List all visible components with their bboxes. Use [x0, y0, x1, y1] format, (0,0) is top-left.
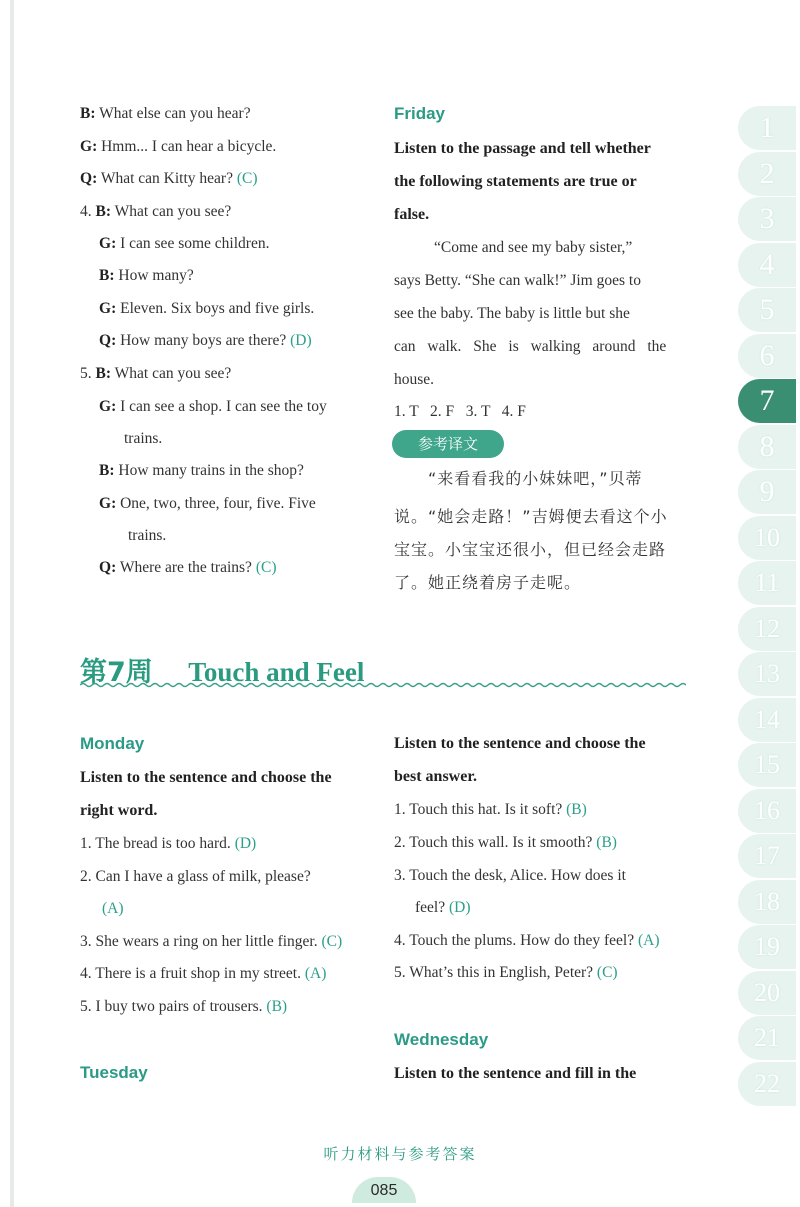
tuesday-item: 1. Touch this hat. Is it soft? (B) — [394, 801, 587, 818]
friday-instruction-line: false. — [394, 206, 430, 223]
tab-week-5[interactable]: 5 — [738, 288, 796, 332]
translation-badge: 参考译文 — [392, 430, 504, 458]
tuesday-item: 4. Touch the plums. How do they feel? (A) — [394, 932, 660, 949]
dialogue-line: B: What else can you hear? — [80, 105, 251, 122]
tab-week-18[interactable]: 18 — [738, 880, 796, 924]
monday-item: 4. There is a fruit shop in my street. (A) — [80, 965, 327, 982]
dialogue-line: trains. — [124, 430, 163, 447]
tuesday-item: 3. Touch the desk, Alice. How does it — [394, 867, 626, 884]
monday-instruction-line: Listen to the sentence and choose the — [80, 769, 332, 786]
passage-line: can walk. She is walking around the — [394, 338, 667, 355]
wednesday-heading: Wednesday — [394, 1030, 489, 1049]
dialogue-line: G: Hmm... I can hear a bicycle. — [80, 138, 277, 155]
passage-line: “Come and see my baby sister,” — [434, 239, 633, 256]
page-number: 085 — [352, 1177, 416, 1203]
monday-item: 1. The bread is too hard. (D) — [80, 835, 257, 852]
tab-week-6[interactable]: 6 — [738, 334, 796, 378]
tab-week-11[interactable]: 11 — [738, 561, 796, 605]
translation-line: “来看看我的小妹妹吧，”贝蒂 — [428, 469, 643, 488]
tab-week-10[interactable]: 10 — [738, 516, 796, 560]
tab-week-8[interactable]: 8 — [738, 425, 796, 469]
tab-week-2[interactable]: 2 — [738, 152, 796, 196]
friday-instruction-line: the following statements are true or — [394, 173, 637, 190]
dialogue-line: G: One, two, three, four, five. Five — [99, 495, 316, 512]
passage-line: says Betty. “She can walk!” Jim goes to — [394, 272, 641, 289]
tuesday-item: 5. What’s this in English, Peter? (C) — [394, 964, 618, 981]
tuesday-instruction-line: best answer. — [394, 768, 477, 785]
friday-answers: 1. T 2. F 3. T 4. F — [394, 403, 526, 420]
tab-week-17[interactable]: 17 — [738, 834, 796, 878]
translation-line: 说。“她会走路！”吉姆便去看这个小 — [394, 507, 668, 526]
footer-title: 听力材料与参考答案 — [323, 1145, 477, 1163]
dialogue-line: trains. — [128, 527, 167, 544]
week-topic: Touch and Feel — [188, 657, 365, 687]
tab-week-1[interactable]: 1 — [738, 106, 796, 150]
tuesday-instruction-line: Listen to the sentence and choose the — [394, 735, 646, 752]
tab-week-9[interactable]: 9 — [738, 470, 796, 514]
monday-item: (A) — [102, 900, 124, 917]
monday-heading: Monday — [80, 734, 145, 753]
tab-week-14[interactable]: 14 — [738, 698, 796, 742]
tab-week-13[interactable]: 13 — [738, 652, 796, 696]
friday-instruction-line: Listen to the passage and tell whether — [394, 140, 651, 157]
tab-week-16[interactable]: 16 — [738, 789, 796, 833]
passage-line: house. — [394, 371, 435, 388]
tab-week-3[interactable]: 3 — [738, 197, 796, 241]
tab-week-7[interactable]: 7 — [738, 379, 796, 423]
dialogue-line: G: Eleven. Six boys and five girls. — [99, 300, 315, 317]
dialogue-line: Q: What can Kitty hear? (C) — [80, 170, 258, 187]
monday-item: 5. I buy two pairs of trousers. (B) — [80, 998, 288, 1015]
tuesday-heading: Tuesday — [80, 1063, 148, 1082]
translation-line: 了。她正绕着房子走呢。 — [394, 573, 582, 592]
tab-week-4[interactable]: 4 — [738, 243, 796, 287]
dialogue-line: Q: Where are the trains? (C) — [99, 559, 277, 576]
tab-week-12[interactable]: 12 — [738, 607, 796, 651]
tab-week-21[interactable]: 21 — [738, 1016, 796, 1060]
dialogue-line: 5. B: What can you see? — [80, 365, 232, 382]
friday-heading: Friday — [394, 104, 446, 123]
tab-week-20[interactable]: 20 — [738, 971, 796, 1015]
tuesday-item: 2. Touch this wall. Is it smooth? (B) — [394, 834, 617, 851]
monday-item: 3. She wears a ring on her little finger. (C) — [80, 933, 343, 950]
dialogue-line: B: How many? — [99, 267, 194, 284]
tab-week-15[interactable]: 15 — [738, 743, 796, 787]
page-spine — [10, 0, 14, 1207]
tab-week-22[interactable]: 22 — [738, 1062, 796, 1106]
dialogue-line: Q: How many boys are there? (D) — [99, 332, 312, 349]
dialogue-line: B: How many trains in the shop? — [99, 462, 304, 479]
dialogue-line: 4. B: What can you see? — [80, 203, 232, 220]
monday-item: 2. Can I have a glass of milk, please? — [80, 868, 311, 885]
monday-instruction-line: right word. — [80, 802, 158, 819]
tuesday-item: feel? (D) — [415, 899, 471, 916]
wednesday-instruction: Listen to the sentence and fill in the — [394, 1065, 637, 1082]
passage-line: see the baby. The baby is little but she — [394, 305, 630, 322]
dialogue-line: G: I can see a shop. I can see the toy — [99, 398, 327, 415]
dialogue-line: G: I can see some children. — [99, 235, 270, 252]
week-label: 第7周 — [80, 657, 153, 688]
translation-line: 宝宝。小宝宝还很小，但已经会走路 — [394, 540, 667, 559]
wavy-divider — [80, 680, 686, 690]
tab-week-19[interactable]: 19 — [738, 925, 796, 969]
